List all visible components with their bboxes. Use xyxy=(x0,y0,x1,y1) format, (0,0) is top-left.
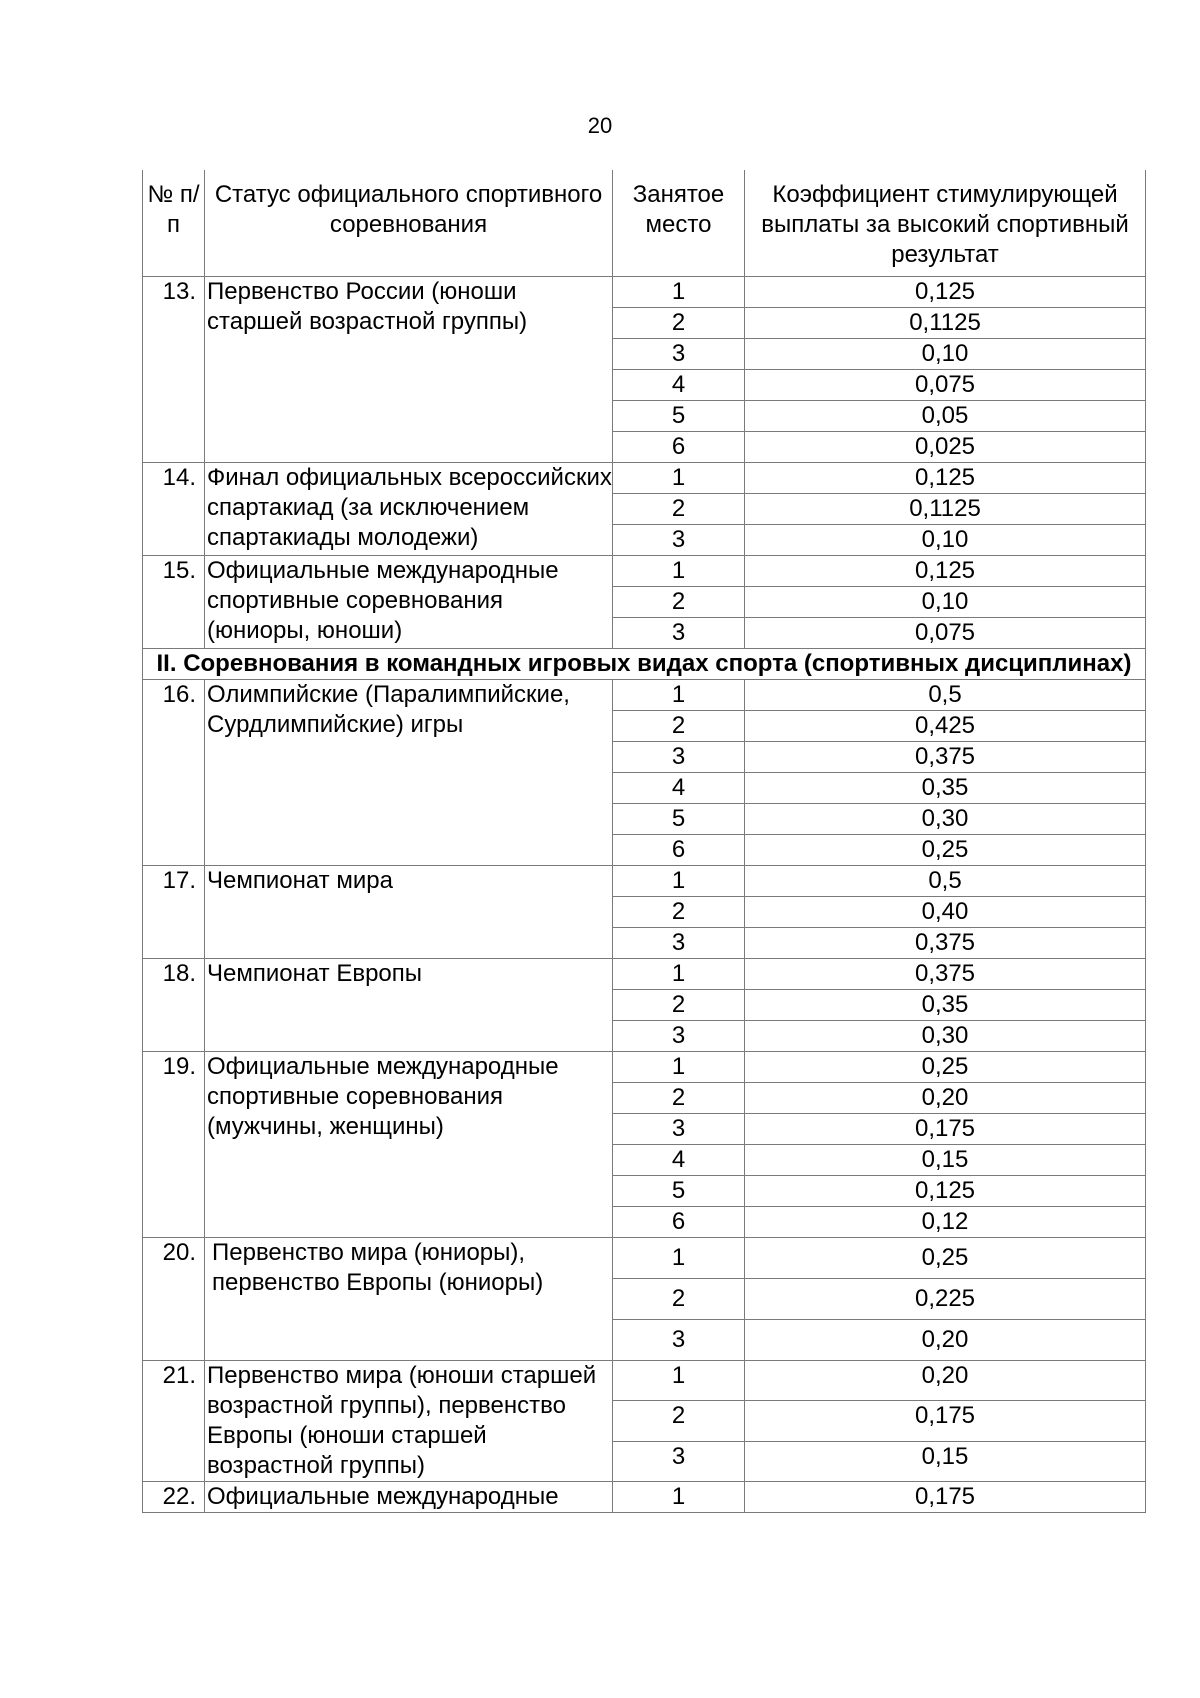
section-title: II. Соревнования в командных игровых видах спорта (спортивных дисциплинах) xyxy=(143,649,1146,680)
table-row xyxy=(143,1238,1146,1279)
coefficient-cell: 0,35 xyxy=(745,990,1146,1021)
row-number: 16. xyxy=(143,680,205,866)
coefficient-cell: 0,225 xyxy=(745,1279,1146,1320)
coefficient-cell: 0,375 xyxy=(745,742,1146,773)
coefficient-cell: 0,175 xyxy=(745,1114,1146,1145)
header-num: № п/п xyxy=(143,170,205,277)
coefficient-cell: 0,375 xyxy=(745,928,1146,959)
competition-status: Первенство мира (юноши старшей возрастной группы), первенство Европы (юноши старшей возрастной группы) xyxy=(205,1361,613,1482)
table-row xyxy=(143,1361,1146,1401)
coefficient-cell: 0,10 xyxy=(745,587,1146,618)
place-cell: 2 xyxy=(613,1401,745,1441)
competition-status: Официальные международные спортивные соревнования (мужчины, женщины) xyxy=(205,1052,613,1238)
table-row xyxy=(143,463,1146,494)
table-row xyxy=(143,680,1146,711)
place-cell: 4 xyxy=(613,370,745,401)
coefficient-cell: 0,075 xyxy=(745,370,1146,401)
place-cell: 3 xyxy=(613,1021,745,1052)
place-cell: 2 xyxy=(613,1083,745,1114)
place-cell: 5 xyxy=(613,401,745,432)
place-cell: 5 xyxy=(613,1176,745,1207)
coefficient-cell: 0,5 xyxy=(745,680,1146,711)
place-cell: 1 xyxy=(613,277,745,308)
place-cell: 2 xyxy=(613,897,745,928)
coefficient-cell: 0,25 xyxy=(745,835,1146,866)
header-coefficient: Коэффициент стимулирующей выплаты за высокий спортивный результат xyxy=(745,170,1146,277)
row-number: 21. xyxy=(143,1361,205,1482)
table-row xyxy=(143,1052,1146,1083)
coefficient-cell: 0,175 xyxy=(745,1482,1146,1513)
coefficient-cell: 0,30 xyxy=(745,1021,1146,1052)
place-cell: 2 xyxy=(613,494,745,525)
table-row xyxy=(143,277,1146,308)
coefficient-cell: 0,35 xyxy=(745,773,1146,804)
place-cell: 3 xyxy=(613,618,745,649)
row-number: 19. xyxy=(143,1052,205,1238)
row-number: 15. xyxy=(143,556,205,649)
place-cell: 1 xyxy=(613,1361,745,1401)
table-body xyxy=(143,277,1146,1513)
coefficient-cell: 0,20 xyxy=(745,1320,1146,1361)
coefficient-cell: 0,125 xyxy=(745,277,1146,308)
coefficient-cell: 0,125 xyxy=(745,463,1146,494)
place-cell: 1 xyxy=(613,1482,745,1513)
table-row xyxy=(143,1482,1146,1513)
coefficient-cell: 0,15 xyxy=(745,1441,1146,1481)
place-cell: 2 xyxy=(613,990,745,1021)
place-cell: 3 xyxy=(613,525,745,556)
place-cell: 1 xyxy=(613,959,745,990)
coefficient-cell: 0,1125 xyxy=(745,308,1146,339)
coefficient-cell: 0,12 xyxy=(745,1207,1146,1238)
page-number: 20 xyxy=(587,113,613,138)
row-number: 17. xyxy=(143,866,205,959)
place-cell: 2 xyxy=(613,1279,745,1320)
coefficient-cell: 0,15 xyxy=(745,1145,1146,1176)
header-status: Статус официального спортивного соревнования xyxy=(205,170,613,277)
coefficient-cell: 0,125 xyxy=(745,556,1146,587)
coefficient-cell: 0,5 xyxy=(745,866,1146,897)
competition-status: Олимпийские (Паралимпийские, Сурдлимпийские) игры xyxy=(205,680,613,866)
coefficient-cell: 0,10 xyxy=(745,339,1146,370)
coefficient-cell: 0,425 xyxy=(745,711,1146,742)
row-number: 18. xyxy=(143,959,205,1052)
competition-status: Чемпионат мира xyxy=(205,866,613,959)
coefficient-cell: 0,175 xyxy=(745,1401,1146,1441)
competition-status: Первенство мира (юниоры), первенство Европы (юниоры) xyxy=(205,1238,613,1361)
coefficient-cell: 0,1125 xyxy=(745,494,1146,525)
coefficient-cell: 0,20 xyxy=(745,1361,1146,1401)
place-cell: 3 xyxy=(613,742,745,773)
place-cell: 6 xyxy=(613,1207,745,1238)
place-cell: 6 xyxy=(613,432,745,463)
section-row xyxy=(143,649,1146,680)
place-cell: 2 xyxy=(613,587,745,618)
place-cell: 1 xyxy=(613,1052,745,1083)
table-header-row xyxy=(143,170,1146,277)
coefficient-cell: 0,25 xyxy=(745,1238,1146,1279)
place-cell: 3 xyxy=(613,928,745,959)
place-cell: 2 xyxy=(613,308,745,339)
place-cell: 2 xyxy=(613,711,745,742)
coefficient-cell: 0,20 xyxy=(745,1083,1146,1114)
row-number: 20. xyxy=(143,1238,205,1361)
coefficient-cell: 0,10 xyxy=(745,525,1146,556)
competition-status: Официальные международные xyxy=(205,1482,613,1513)
competition-status: Чемпионат Европы xyxy=(205,959,613,1052)
place-cell: 1 xyxy=(613,866,745,897)
coefficient-cell: 0,375 xyxy=(745,959,1146,990)
row-number: 22. xyxy=(143,1482,205,1513)
place-cell: 1 xyxy=(613,680,745,711)
coefficient-cell: 0,05 xyxy=(745,401,1146,432)
coefficient-cell: 0,025 xyxy=(745,432,1146,463)
row-number: 14. xyxy=(143,463,205,556)
place-cell: 4 xyxy=(613,1145,745,1176)
competition-status: Официальные международные спортивные соревнования (юниоры, юноши) xyxy=(205,556,613,649)
place-cell: 3 xyxy=(613,1114,745,1145)
row-number: 13. xyxy=(143,277,205,463)
place-cell: 1 xyxy=(613,556,745,587)
coefficient-cell: 0,25 xyxy=(745,1052,1146,1083)
table-row xyxy=(143,556,1146,587)
place-cell: 3 xyxy=(613,1320,745,1361)
place-cell: 1 xyxy=(613,463,745,494)
place-cell: 4 xyxy=(613,773,745,804)
coefficient-cell: 0,30 xyxy=(745,804,1146,835)
place-cell: 5 xyxy=(613,804,745,835)
place-cell: 3 xyxy=(613,339,745,370)
place-cell: 6 xyxy=(613,835,745,866)
place-cell: 1 xyxy=(613,1238,745,1279)
coefficient-cell: 0,075 xyxy=(745,618,1146,649)
table-row xyxy=(143,866,1146,897)
coefficient-cell: 0,40 xyxy=(745,897,1146,928)
coefficient-cell: 0,125 xyxy=(745,1176,1146,1207)
coefficients-table xyxy=(142,170,1146,1513)
place-cell: 3 xyxy=(613,1441,745,1481)
header-place: Занятое место xyxy=(613,170,745,277)
competition-status: Первенство России (юноши старшей возрастной группы) xyxy=(205,277,613,463)
competition-status: Финал официальных всероссийских спартакиад (за исключением спартакиады молодежи) xyxy=(205,463,613,556)
table-row xyxy=(143,959,1146,990)
